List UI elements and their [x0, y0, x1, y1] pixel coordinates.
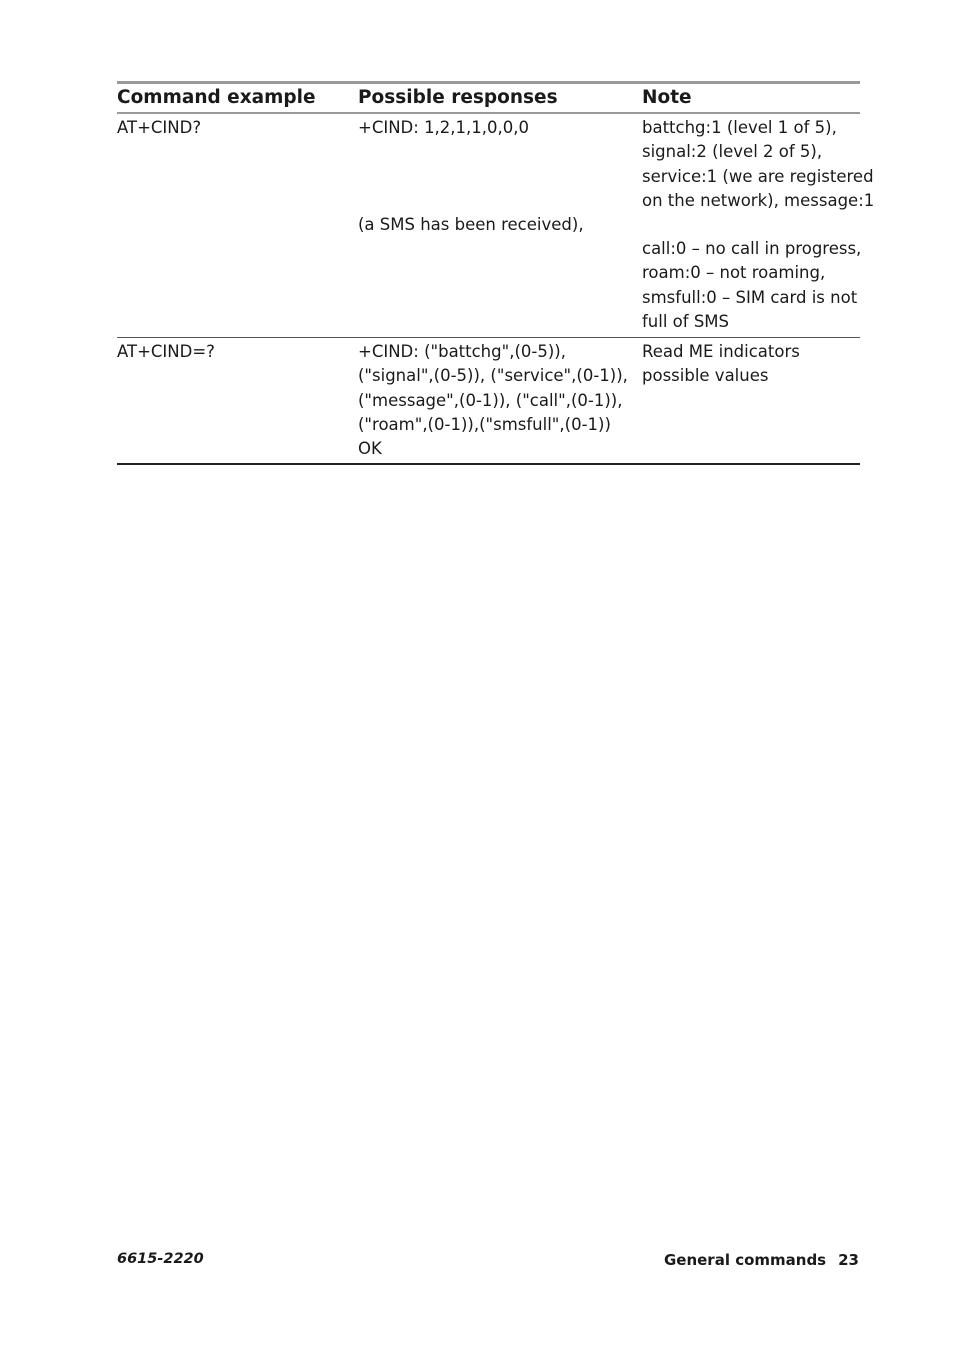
note-cell-continued: [642, 237, 861, 334]
response-line: ("message",(0-1)), ("call",(0-1)),: [358, 390, 623, 410]
response-cell: [358, 116, 529, 140]
table-row: [117, 338, 860, 465]
header-note: Note: [642, 87, 692, 108]
response-line: OK: [358, 439, 382, 459]
response-cell: [358, 340, 628, 461]
command-table: [117, 81, 875, 465]
footer-doc-number: 6615-2220: [117, 1251, 204, 1267]
header-possible-responses: Possible responses: [358, 87, 558, 108]
note-line: Read ME indicators: [642, 342, 800, 361]
header-command-example: Command example: [117, 87, 316, 108]
response-line: ("roam",(0-1)),("smsfull",(0-1)): [358, 414, 611, 434]
table-header-row: [117, 84, 860, 114]
command-cell: AT+CIND?: [117, 118, 202, 137]
response-line: +CIND: 1,2,1,1,0,0,0: [358, 118, 530, 137]
note-cell: [642, 340, 800, 389]
footer-section-title: General commands: [663, 1251, 827, 1269]
note-line: roam:0 – not roaming,: [642, 263, 826, 283]
response-cell-continued: [358, 213, 584, 237]
note-line: signal:2 (level 2 of 5),: [642, 142, 823, 162]
footer-page-info: [664, 1251, 859, 1269]
note-line: call:0 – no call in progress,: [642, 239, 862, 258]
note-line: on the network), message:1: [642, 190, 875, 210]
note-line: possible values: [642, 366, 769, 386]
note-line: smsfull:0 – SIM card is not: [642, 287, 858, 307]
response-line: +CIND: ("battchg",(0-5)),: [358, 342, 566, 361]
note-line: full of SMS: [642, 311, 730, 331]
footer-page-number: 23: [838, 1251, 859, 1269]
response-line: ("signal",(0-5)), ("service",(0-1)),: [358, 366, 628, 386]
note-line: battchg:1 (level 1 of 5),: [642, 118, 837, 137]
note-line: service:1 (we are registered: [642, 166, 874, 186]
response-line: (a SMS has been received),: [358, 215, 584, 234]
table-row: [117, 114, 875, 338]
note-cell: [642, 116, 874, 213]
command-cell: AT+CIND=?: [117, 342, 215, 361]
